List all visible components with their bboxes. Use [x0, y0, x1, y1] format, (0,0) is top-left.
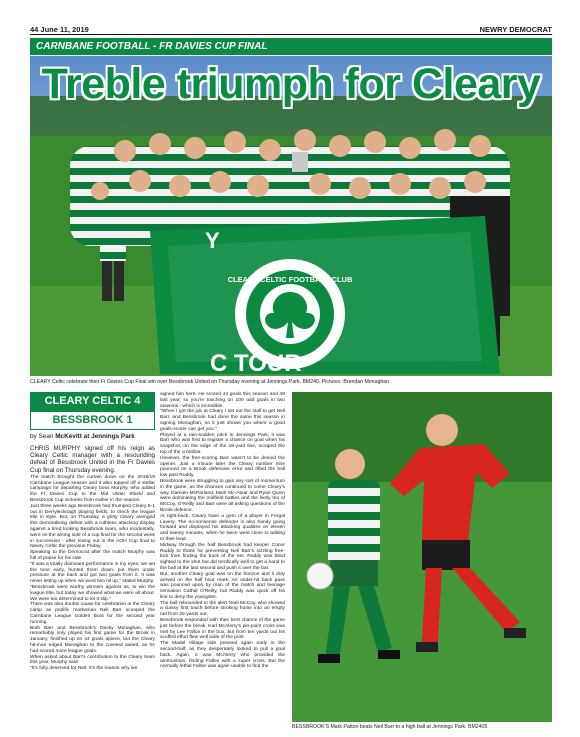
flag-club-name: CLEARY CELTIC FOOTBALL CLUB	[227, 275, 353, 284]
byline-author: McKevitt at Jennings Park	[55, 433, 135, 440]
article-paragraph: The match brought the curtain down on the 2018/19 Carnbane League season and it also topped off a stellar campaign for departing Cleary boss Murphy, who added the Fr Davies Cup to the Mid Ulster Shield and Bessbrook Cup victories from earlier in the season.	[30, 474, 155, 503]
article-paragraph: When asked about Barr's contribution to the Cleary team this year, Murphy said:	[30, 654, 155, 666]
score-box	[30, 392, 155, 430]
section-title-bar: CARNBANE FOOTBALL - FR DAVIES CUP FINAL	[30, 38, 552, 55]
article-paragraph: However, the free-scoring Barr wasn't to be denied the opener. Just a minute later the Cleary number nine pounced on a Brook defensive error and rifled the ball low past Ruddy.	[160, 455, 285, 479]
action-caption: BESSBROOK'S Mark Patton beats Neil Barr to a high ball at Jennings Park. BM2405	[292, 724, 488, 730]
article-lead: CHRIS MURPHY signed off his reign as Cleary Celtic manager with a resounding defeat of Bessbrook United in the Fr Davies Cup final on Thursday evening.	[30, 445, 155, 474]
article-paragraph: Bessbrook were struggling to gain any sort of momentum in the game, as the chances continued to come Cleary's way. Damien McParland, Mark Mc-Atear and Ryan Quinn were dominating the midfield battles and the lively trio of McCoy, O'Reilly and Barr were all asking questions of the Brook defence.	[160, 478, 285, 513]
article-paragraph: Speaking to the Democrat after the match Murphy was full of praise for his side.	[30, 550, 155, 561]
article-paragraph: Midway through the half Bessbrook had keeper Conor Ruddy to thank for preventing Neil Barr's sizzling free-kick from finding the back of the net. Ruddy was blind sighted to the shot but did terrifically well to get a hand to the ball at the last second and push it over the bar.	[160, 542, 285, 571]
article-column-2	[160, 392, 285, 670]
action-photo-illustration	[292, 392, 552, 722]
article-paragraph: "When I got the job at Cleary I set out the stall to get Neil Barr, and Bessbrook had done the same this season in signing Monaghan, so it just shows you where a good goals-scorer can get you."	[160, 409, 285, 432]
article-paragraph: "It was a totally dominant performance in my eyes; we set the tone early, hunted them down, put them under pressure at the back and got two goals from it. It was never letting up when we went two nil up," stated Murphy.	[30, 561, 155, 585]
away-score: BESSBROOK 1	[30, 411, 155, 430]
trophy-icon	[292, 152, 308, 172]
football-icon	[307, 563, 333, 589]
hero-caption: CLEARY Celtic celebrate their Fr Davies Cup Final win over Bessbrook United on Thursday evening at Jennings Park. BM240. Pictures :Brendan Monaghan.	[30, 379, 391, 385]
article-paragraph: The Madel Village side pressed again early in the second-half, as they desperately looked to pull a goal back. Again, it was McAlerry who provided the ammunition, finding Fallon with a super cross. But the normally lethal Fallon was again unable to find the	[160, 641, 285, 670]
page-header	[30, 22, 552, 34]
article-column-1	[30, 445, 155, 672]
article-paragraph: "It's fully deserved for Neil. It's the reason why we	[30, 666, 138, 672]
article-paragraph: At right-back, Cleary have a gem of a player in Fergal Lavery. The no-nonsense defender is also handy going forward and displayed his attacking qualities on eleven and twenty minutes, when he twice went close to adding to their lead.	[160, 513, 285, 542]
club-flag	[150, 216, 500, 376]
page-date: 44 June 11, 2019	[30, 25, 89, 34]
publication-name: NEWRY DEMOCRAT	[479, 25, 552, 34]
home-score: CLEARY CELTIC 4	[30, 392, 155, 411]
article-paragraph: signed him here. He scored 44 goals this season and 48 last year, so you're touching on 100 odd goals in two seasons - which is incredible.	[160, 392, 285, 409]
article-paragraph: Just three weeks ago Bessbrook had thumped Cleary 5-1 out in Derrylecknagh playing fields, to clinch the league title in style. But, on Thursday, a gritty Cleary avenged this demoralising defeat with a ruthless attacking display against a tired looking Bessbrook team, who incidentally, were on the wrong side of a cup final for the second week in succession - after losing out in the AOH Cup final to Newry Celtic the previous Friday.	[30, 503, 155, 550]
flag-left-letter: Y	[205, 228, 220, 253]
byline-prefix: by Sean	[30, 433, 56, 440]
header-rule	[30, 34, 552, 35]
page-headline: Treble triumph for Cleary	[41, 60, 541, 108]
article-paragraph: The ball rebounded to the alert Noel McCoy, who showed a classy first touch before stroking home into an empty net from 25-yards out.	[160, 600, 285, 618]
article-paragraph: Bessbrook responded with their best chance of the game just before the break. Karl McAlerry's pin-point cross was met by Lee Fallon in the box, but from ten yards out his scuffed effort flew well wide of the post.	[160, 618, 285, 641]
action-photo	[292, 392, 552, 722]
article-paragraph: But, another Cleary goal was on the horizon and it duly arrived on the half hour mark. An under-hit back pass was pounced upon by man of the match and teenage sensation Cathal O'Reilly, but Ruddy was quick off his line to deny the youngster.	[160, 571, 285, 600]
flag-tour-text: C TOUR	[210, 350, 302, 376]
article-paragraph: There was also double cause for celebration in the Cleary camp as prolific marksman Neil Barr scooped the Carnbane League Golden Boot for the second year running.	[30, 602, 155, 625]
byline	[30, 433, 155, 440]
article-paragraph: Played at a rain-sodden pitch in Jennings Park, it was Barr who was first to register a chance on goal when his snapshot, on the edge of the 18-yard line, scraped the top of the crossbar.	[160, 432, 285, 455]
article-paragraph: Both Barr and Bessbrook's Decky Monaghan, who remarkably only played his first game for the Brook in January, finished up on 44 goals apiece, but the Cleary hit-man edged Monaghan to the coveted award, as he had scored more league goals.	[30, 625, 155, 654]
article-paragraph: "Bessbrook were worthy winners against us, to win the league title, but today we showed what we were all about. We were too determined to let it slip."	[30, 584, 155, 602]
